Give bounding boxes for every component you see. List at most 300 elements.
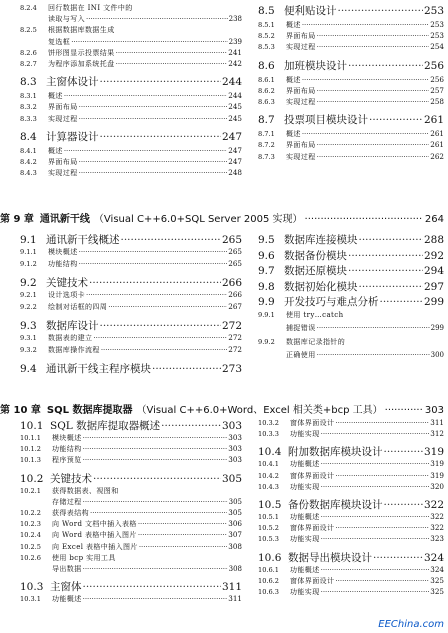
- toc-entry[interactable]: [20, 168, 242, 178]
- toc-entry-number: 10.1.2: [20, 445, 41, 454]
- toc-entry-page: 300: [430, 351, 444, 359]
- toc-entry[interactable]: [20, 259, 242, 269]
- toc-entry-page: 325: [430, 575, 444, 585]
- toc-entry[interactable]: [258, 97, 444, 107]
- toc-entry-number: 8.6.1: [258, 75, 275, 84]
- chapter-number: 第 9 章: [0, 214, 34, 225]
- toc-entry[interactable]: [20, 333, 242, 343]
- toc-entry-title: 数据库操作流程: [48, 346, 100, 354]
- toc-entry[interactable]: [20, 275, 242, 289]
- toc-entry-page: 256: [430, 74, 444, 84]
- leader-dots: [321, 588, 430, 596]
- toc-entry[interactable]: [20, 102, 242, 112]
- toc-entry[interactable]: [20, 48, 242, 58]
- leader-dots: [321, 513, 430, 521]
- toc-entry-title: 功能结构: [52, 445, 82, 454]
- toc-entry-number: 9.3.2: [20, 346, 37, 354]
- toc-entry-title: 备份数据库模块设计: [288, 499, 383, 511]
- toc-entry-title: 关键技术: [50, 472, 92, 485]
- toc-entry-page: 248: [228, 168, 242, 178]
- toc-entry-number: 10.2.3: [20, 520, 41, 529]
- leader-dots: [348, 250, 423, 262]
- toc-entry[interactable]: [258, 294, 444, 308]
- toc-entry-number: 8.7.3: [258, 152, 275, 161]
- toc-entry[interactable]: [258, 31, 444, 41]
- toc-entry-title: 读取与写入: [48, 15, 85, 24]
- chapter-page: 264: [424, 214, 444, 225]
- leader-dots: [317, 98, 430, 106]
- toc-entry-number: 8.5.3: [258, 43, 275, 52]
- toc-entry[interactable]: [20, 508, 242, 518]
- toc-entry-number: 9.2.2: [20, 303, 37, 311]
- leader-dots: [79, 169, 228, 177]
- toc-entry-title: 界面布局: [286, 141, 316, 150]
- leader-dots: [116, 60, 228, 68]
- leader-dots: [359, 281, 423, 293]
- leader-dots: [100, 76, 221, 88]
- leader-dots: [384, 499, 423, 511]
- toc-entry[interactable]: [258, 3, 444, 17]
- toc-entry-title: 功能概述: [290, 565, 320, 574]
- toc-entry-title: 使用 try…catch: [286, 310, 344, 319]
- toc-entry[interactable]: [258, 534, 444, 544]
- toc-entry-page: 244: [221, 76, 242, 89]
- toc-entry-title: 功能实现: [290, 482, 320, 491]
- leader-dots: [335, 472, 429, 480]
- toc-entry[interactable]: [258, 232, 444, 246]
- toc-entry-page: 320: [430, 481, 444, 491]
- toc-entry-page: 245: [228, 102, 242, 112]
- toc-entry-title: 饼形图显示投票结果: [48, 48, 115, 57]
- toc-entry-number: 8.2.7: [20, 60, 37, 68]
- toc-entry-title: 加班模块设计: [284, 59, 347, 72]
- toc-entry-number: 8.6: [258, 59, 275, 72]
- toc-entry[interactable]: [258, 75, 444, 85]
- chapter-title: 通讯新干线: [39, 214, 90, 225]
- toc-entry-page: 257: [430, 85, 444, 95]
- toc-entry-number: 10.4.3: [258, 482, 279, 491]
- leader-dots: [335, 419, 429, 427]
- toc-entry[interactable]: [258, 565, 444, 575]
- leader-dots: [317, 141, 430, 149]
- toc-entry-title: SQL 数据库提取器概述: [50, 420, 161, 432]
- toc-entry-number: 10.2: [20, 472, 44, 485]
- toc-entry-number: 10.3.2: [258, 419, 279, 427]
- toc-entry[interactable]: [258, 512, 444, 522]
- leader-dots: [86, 15, 228, 23]
- toc-entry-number: 10.4.2: [258, 471, 279, 480]
- leader-dots: [71, 38, 227, 46]
- toc-entry-number: 8.6.3: [258, 98, 275, 106]
- toc-entry-title: 设计选项卡: [48, 291, 85, 299]
- toc-entry-number: 8.3.3: [20, 114, 37, 123]
- toc-entry-title: 实现过程: [286, 98, 316, 106]
- toc-entry-title: 正确使用: [286, 351, 316, 359]
- toc-entry[interactable]: [20, 37, 242, 47]
- toc-entry-page: 273: [221, 363, 242, 375]
- toc-entry-page: 266: [221, 277, 242, 289]
- toc-entry-page: 311: [228, 594, 242, 604]
- toc-entry[interactable]: [20, 455, 242, 465]
- leader-dots: [83, 498, 228, 506]
- toc-entry-page: 253: [430, 20, 444, 29]
- toc-entry-number: 10.6.3: [258, 588, 279, 596]
- toc-entry-title: 实现过程: [286, 152, 316, 161]
- chapter-subtitle: （Visual C++6.0+Word、Excel 相关类+bcp 工具）: [136, 405, 383, 416]
- toc-entry-title: 窗体界面设计: [290, 471, 335, 480]
- toc-entry[interactable]: [258, 20, 444, 30]
- toc-entry[interactable]: [20, 594, 242, 604]
- toc-entry-page: 322: [430, 512, 444, 521]
- toc-entry[interactable]: [258, 471, 444, 481]
- toc-entry-page: 261: [430, 129, 444, 139]
- toc-entry[interactable]: [20, 497, 242, 507]
- leader-dots: [108, 303, 227, 311]
- chapter-10-heading[interactable]: [0, 401, 444, 416]
- leader-dots: [385, 405, 423, 416]
- toc-entry-title: 附加数据库模块设计: [288, 446, 383, 459]
- toc-entry-title: 数据初始化模块: [284, 280, 358, 293]
- leader-dots: [79, 103, 228, 111]
- toc-entry-page: 272: [228, 345, 242, 354]
- toc-entry-title: 回行数据在 INI 文件中的: [48, 4, 133, 12]
- toc-entry-page: 253: [430, 31, 444, 41]
- toc-entry-title: 功能结构: [48, 260, 78, 268]
- toc-entry-title: 存储过程: [52, 497, 82, 506]
- toc-entry-title: 获得数据表、视图和: [52, 486, 119, 495]
- toc-entry-title: 获得表结构: [52, 509, 89, 517]
- leader-dots: [321, 535, 430, 543]
- leader-dots: [384, 446, 423, 458]
- toc-entry-page: 256: [423, 59, 444, 72]
- toc-entry-page: 254: [430, 42, 444, 52]
- toc-entry[interactable]: [258, 523, 444, 533]
- toc-entry-title: 实现过程: [48, 114, 78, 123]
- toc-entry-number: 9.1: [20, 234, 37, 246]
- leader-dots: [101, 346, 227, 354]
- leader-dots: [317, 43, 430, 51]
- toc-entry-page: 297: [423, 280, 444, 293]
- toc-entry-page: 239: [228, 37, 242, 46]
- toc-entry-number: 9.3.1: [20, 334, 37, 342]
- toc-entry-title: 捕捉错误: [286, 324, 316, 332]
- toc-entry-title: 概述: [286, 130, 301, 139]
- leader-dots: [152, 363, 221, 375]
- leader-dots: [83, 445, 228, 453]
- toc-entry-number: 9.1.1: [20, 248, 37, 256]
- toc-entry-page: 311: [221, 581, 242, 594]
- toc-entry-title: 开发技巧与难点分析: [284, 296, 379, 308]
- toc-entry-title: 通讯新干线概述: [46, 234, 120, 246]
- leader-dots: [64, 147, 227, 155]
- toc-entry-title: 通讯新干线主程序模块: [46, 363, 151, 375]
- toc-entry-title: 窗体界面设计: [290, 419, 335, 427]
- toc-entry[interactable]: [20, 471, 242, 485]
- toc-entry-number: 8.7.1: [258, 130, 275, 139]
- leader-dots: [369, 114, 423, 126]
- toc-entry-number: 9.2: [20, 277, 37, 289]
- leader-dots: [348, 60, 423, 72]
- leader-dots: [321, 430, 430, 438]
- toc-entry-page: 247: [228, 145, 242, 155]
- toc-entry[interactable]: [20, 553, 242, 563]
- toc-entry-number: 10.1: [20, 420, 44, 432]
- leader-dots: [121, 234, 221, 246]
- leader-dots: [305, 214, 423, 225]
- chapter-page: 303: [424, 405, 444, 416]
- leader-dots: [79, 248, 228, 256]
- toc-entry[interactable]: [258, 587, 444, 597]
- toc-entry[interactable]: [258, 337, 444, 347]
- toc-entry-number: 9.5: [258, 234, 275, 246]
- toc-entry-page: 308: [228, 565, 242, 573]
- leader-dots: [100, 320, 221, 332]
- toc-entry-number: 9.7: [258, 265, 275, 277]
- toc-entry-title: 概述: [48, 92, 63, 101]
- leader-dots: [302, 76, 429, 84]
- toc-entry-number: 10.5: [258, 499, 282, 511]
- toc-entry-number: 9.9.2: [258, 337, 275, 346]
- toc-entry[interactable]: [20, 579, 242, 593]
- toc-entry[interactable]: [258, 42, 444, 52]
- toc-entry-title: 窗体界面设计: [290, 576, 335, 585]
- leader-dots: [348, 265, 423, 277]
- toc-entry[interactable]: [20, 232, 242, 246]
- toc-entry[interactable]: [258, 429, 444, 439]
- toc-entry-title: 导出数据: [52, 565, 82, 573]
- toc-entry[interactable]: [20, 59, 242, 69]
- toc-entry[interactable]: [20, 74, 242, 88]
- leader-dots: [317, 87, 430, 95]
- leader-dots: [317, 351, 430, 359]
- toc-entry[interactable]: [20, 530, 242, 540]
- toc-entry-page: 305: [228, 508, 242, 517]
- toc-entry-number: 8.5: [258, 5, 275, 17]
- toc-entry[interactable]: [20, 345, 242, 355]
- toc-entry-number: 8.4.3: [20, 169, 37, 178]
- toc-entry-title: 为程序添加系统托盘: [48, 60, 115, 68]
- toc-entry[interactable]: [258, 323, 444, 333]
- toc-entry[interactable]: [20, 3, 242, 13]
- toc-entry-page: 303: [221, 420, 242, 432]
- toc-entry-title: 界面布局: [286, 32, 316, 41]
- leader-dots: [79, 158, 228, 166]
- leader-dots: [139, 543, 227, 551]
- toc-entry[interactable]: [258, 263, 444, 277]
- toc-entry-page: 319: [423, 446, 444, 459]
- toc-entry-number: 8.2.4: [20, 4, 37, 12]
- toc-entry-title: 使用 bcp 实用工具: [52, 553, 116, 562]
- toc-entry[interactable]: [258, 444, 444, 458]
- leader-dots: [90, 509, 227, 517]
- toc-entry-page: 319: [430, 459, 444, 469]
- leader-dots: [89, 277, 221, 289]
- leader-dots: [321, 460, 430, 468]
- leader-dots: [317, 324, 430, 332]
- toc-entry-title: 向 Excel 表格中插入图片: [52, 542, 138, 551]
- toc-entry-page: 247: [221, 130, 242, 143]
- toc-entry-title: 数据库设计: [46, 320, 99, 332]
- toc-entry-number: 10.5.1: [258, 513, 279, 521]
- toc-entry-page: 272: [228, 333, 242, 342]
- leader-dots: [79, 260, 228, 268]
- toc-entry-page: 265: [228, 259, 242, 268]
- toc-entry[interactable]: [20, 91, 242, 101]
- chapter-9-heading[interactable]: [0, 210, 444, 225]
- leader-dots: [83, 581, 221, 593]
- toc-entry[interactable]: [20, 114, 242, 124]
- toc-entry-title: 概述: [286, 75, 301, 84]
- toc-entry-page: 324: [423, 551, 444, 564]
- toc-entry-page: 245: [228, 113, 242, 123]
- toc-entry-title: 模块概述: [48, 248, 78, 256]
- toc-entry-title: 主窗体设计: [46, 76, 99, 89]
- toc-entry-number: 9.1.2: [20, 260, 37, 268]
- toc-entry-number: 8.7: [258, 114, 275, 127]
- toc-entry-number: 10.6: [258, 551, 282, 564]
- toc-entry-page: 305: [228, 497, 242, 506]
- toc-entry-page: 262: [430, 151, 444, 161]
- toc-entry-number: 10.1.3: [20, 456, 41, 465]
- toc-entry[interactable]: [20, 519, 242, 529]
- toc-entry-number: 8.6.2: [258, 86, 275, 95]
- toc-entry[interactable]: [20, 290, 242, 300]
- toc-entry-page: 261: [423, 114, 444, 127]
- leader-dots: [100, 131, 221, 143]
- toc-entry-number: 8.5.2: [258, 32, 275, 41]
- toc-entry-title: 实现过程: [286, 43, 316, 52]
- toc-entry[interactable]: [20, 444, 242, 454]
- toc-entry-title: 向 Word 表格中插入图片: [52, 531, 137, 540]
- toc-entry[interactable]: [258, 86, 444, 96]
- toc-entry[interactable]: [258, 550, 444, 564]
- toc-entry-title: 根据数据库数据生成: [48, 26, 115, 35]
- toc-entry-page: 307: [228, 530, 242, 540]
- toc-entry-title: 功能概述: [290, 460, 320, 469]
- leader-dots: [335, 524, 429, 532]
- toc-entry-page: 319: [430, 470, 444, 480]
- toc-entry-number: 8.7.2: [258, 141, 275, 150]
- toc-entry[interactable]: [258, 459, 444, 469]
- toc-entry-number: 9.3: [20, 320, 37, 332]
- leader-dots: [83, 595, 228, 603]
- toc-entry[interactable]: [258, 350, 444, 360]
- toc-entry-title: 概述: [286, 21, 301, 29]
- toc-entry-page: 292: [423, 249, 444, 262]
- toc-entry-number: 9.9.1: [258, 310, 275, 319]
- toc-entry-title: 数据库连接模块: [284, 234, 358, 246]
- toc-entry[interactable]: [258, 310, 444, 320]
- toc-entry-page: 265: [221, 234, 242, 246]
- toc-entry-page: 299: [430, 324, 444, 332]
- toc-entry-number: 8.5.1: [258, 21, 275, 29]
- toc-entry-title: 便利贴设计: [284, 5, 337, 17]
- toc-entry[interactable]: [20, 129, 242, 143]
- toc-entry[interactable]: [20, 433, 242, 443]
- toc-entry-number: 8.2.6: [20, 48, 37, 57]
- toc-entry[interactable]: [20, 486, 242, 496]
- toc-entry-title: 功能概述: [52, 595, 82, 604]
- toc-entry[interactable]: [258, 576, 444, 586]
- toc-entry-title: 程序预览: [52, 456, 82, 465]
- toc-entry[interactable]: [258, 152, 444, 162]
- leader-dots: [83, 434, 228, 442]
- toc-entry[interactable]: [258, 58, 444, 72]
- toc-entry-page: 258: [430, 97, 444, 106]
- leader-dots: [93, 334, 227, 342]
- toc-entry[interactable]: [20, 302, 242, 312]
- toc-entry-number: 8.3.1: [20, 92, 37, 101]
- toc-entry-number: 8.4.1: [20, 146, 37, 155]
- toc-entry-number: 10.4.1: [258, 460, 279, 469]
- toc-entry[interactable]: [20, 318, 242, 332]
- toc-entry[interactable]: [20, 25, 242, 35]
- leader-dots: [83, 565, 228, 573]
- chapter-number: 第 10 章: [0, 405, 41, 416]
- toc-entry[interactable]: [20, 418, 242, 432]
- toc-entry-title: 数据库记录指针的: [286, 337, 346, 346]
- toc-entry[interactable]: [258, 140, 444, 150]
- toc-entry-number: 9.4: [20, 363, 37, 375]
- toc-entry[interactable]: [258, 279, 444, 293]
- leader-dots: [317, 32, 430, 40]
- toc-entry-title: 功能概述: [290, 513, 320, 521]
- toc-entry[interactable]: [20, 146, 242, 156]
- toc-entry[interactable]: [20, 14, 242, 24]
- leader-dots: [380, 296, 423, 308]
- toc-entry[interactable]: [258, 112, 444, 126]
- toc-entry[interactable]: [20, 542, 242, 552]
- toc-entry-page: 303: [228, 455, 242, 465]
- leader-dots: [79, 115, 228, 123]
- toc-entry-page: 244: [228, 91, 242, 101]
- toc-entry[interactable]: [20, 361, 242, 375]
- toc-entry[interactable]: [258, 129, 444, 139]
- toc-entry-title: 数据备份模块: [284, 249, 347, 262]
- leader-dots: [335, 577, 429, 585]
- toc-entry-number: 10.4: [258, 446, 282, 459]
- toc-entry[interactable]: [20, 157, 242, 167]
- toc-entry-title: 数据表的建立: [48, 334, 93, 342]
- toc-entry-number: 10.2.1: [20, 486, 41, 495]
- toc-entry-number: 8.3.2: [20, 103, 37, 112]
- toc-entry[interactable]: [258, 497, 444, 511]
- toc-entry-title: 界面布局: [286, 86, 316, 95]
- toc-entry-title: 窗体界面设计: [290, 524, 335, 533]
- toc-entry-page: 303: [228, 433, 242, 442]
- toc-entry[interactable]: [258, 248, 444, 262]
- toc-entry-title: 绘制对话框的四周: [48, 303, 108, 311]
- toc-entry-page: 288: [423, 234, 444, 246]
- toc-entry-page: 261: [430, 140, 444, 150]
- toc-entry-number: 10.3.3: [258, 430, 279, 439]
- leader-dots: [116, 49, 228, 57]
- toc-entry[interactable]: [258, 418, 444, 428]
- toc-entry[interactable]: [20, 564, 242, 574]
- toc-entry-page: 266: [228, 290, 242, 299]
- toc-entry-page: 323: [430, 534, 444, 544]
- toc-entry[interactable]: [20, 247, 242, 257]
- toc-entry-page: 306: [228, 519, 242, 529]
- leader-dots: [138, 520, 227, 528]
- leader-dots: [338, 5, 423, 17]
- toc-entry-page: 311: [430, 418, 444, 427]
- toc-entry-page: 247: [228, 157, 242, 166]
- toc-entry-title: 模块概述: [52, 434, 82, 442]
- leader-dots: [321, 483, 430, 491]
- toc-entry[interactable]: [258, 482, 444, 492]
- toc-entry-number: 10.6.2: [258, 576, 279, 585]
